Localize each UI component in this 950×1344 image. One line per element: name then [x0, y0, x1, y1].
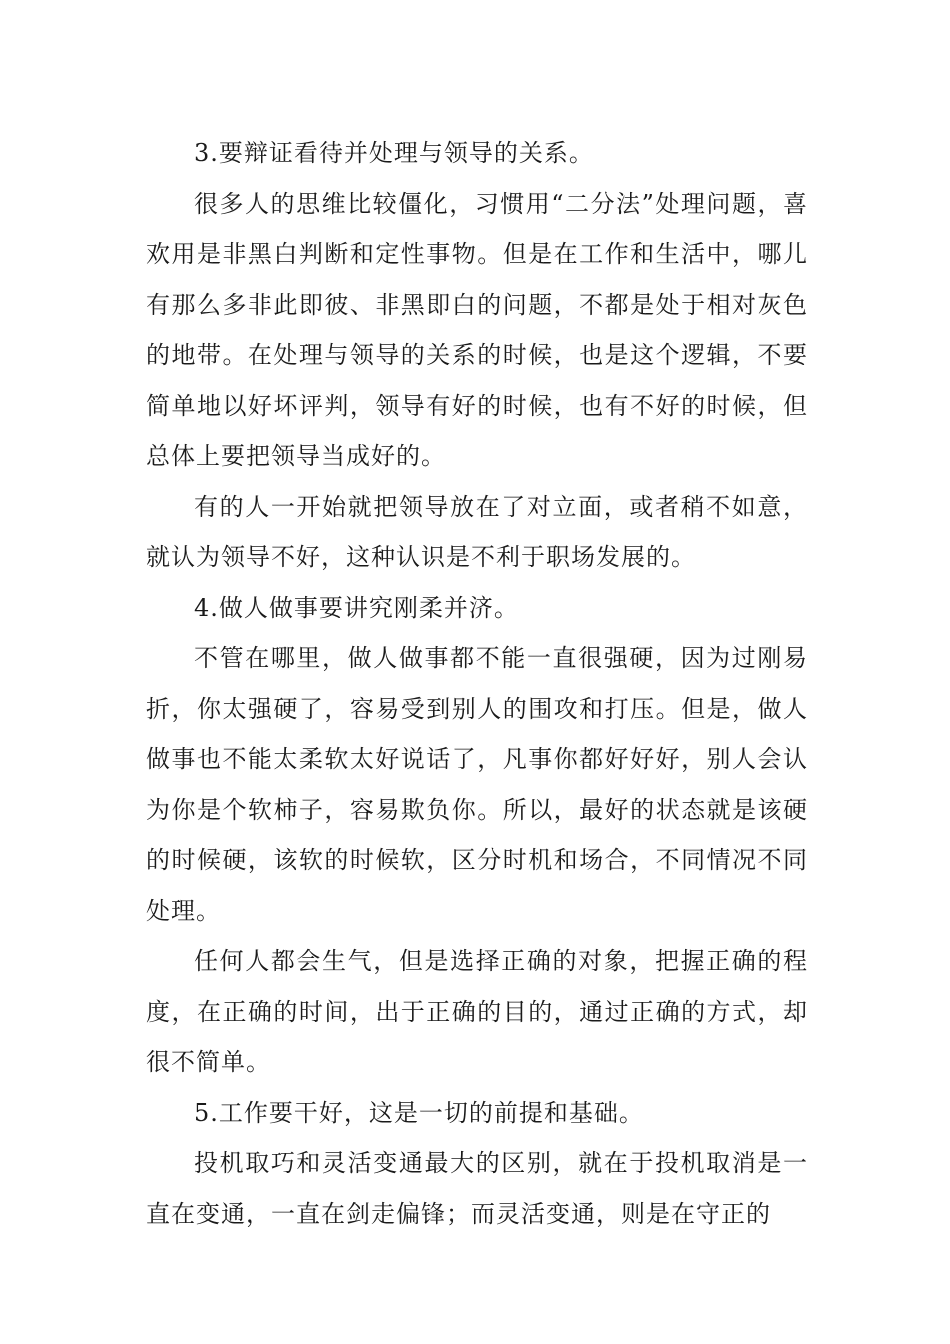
- paragraph: 有的人一开始就把领导放在了对立面，或者稍不如意，就认为领导不好，这种认识是不利于职场发展的。: [146, 492, 808, 571]
- heading-point-5: 5.工作要干好，这是一切的前提和基础。: [194, 1098, 644, 1127]
- paragraph: 任何人都会生气，但是选择正确的对象，把握正确的程度，在正确的时间，出于正确的目的，通过正确的方式，却很不简单。: [146, 947, 808, 1076]
- paragraph: 很多人的思维比较僵化，习惯用“二分法”处理问题，喜欢用是非黑白判断和定性事物。但是在工作和生活中，哪儿有那么多非此即彼、非黑即白的问题，不都是处于相对灰色的地带。在处理与领导的关系的时候，也是这个逻辑，不要简单地以好坏评判，领导有好的时候，也有不好的时候，但总体上要把领导当成好的。: [146, 189, 808, 470]
- heading-point-4: 4.做人做事要讲究刚柔并济。: [194, 593, 519, 622]
- heading-point-3: 3.要辩证看待并处理与领导的关系。: [194, 139, 594, 167]
- document-body: [146, 128, 808, 1239]
- paragraph: 投机取巧和灵活变通最大的区别，就在于投机取消是一直在变通，一直在剑走偏锋；而灵活变通，则是在守正的: [146, 1149, 808, 1228]
- paragraph: 不管在哪里，做人做事都不能一直很强硬，因为过刚易折，你太强硬了，容易受到别人的围攻和打压。但是，做人做事也不能太柔软太好说话了，凡事你都好好好，别人会认为你是个软柿子，容易欺负你。所以，最好的状态就是该硬的时候硬，该软的时候软，区分时机和场合，不同情况不同处理。: [146, 644, 808, 925]
